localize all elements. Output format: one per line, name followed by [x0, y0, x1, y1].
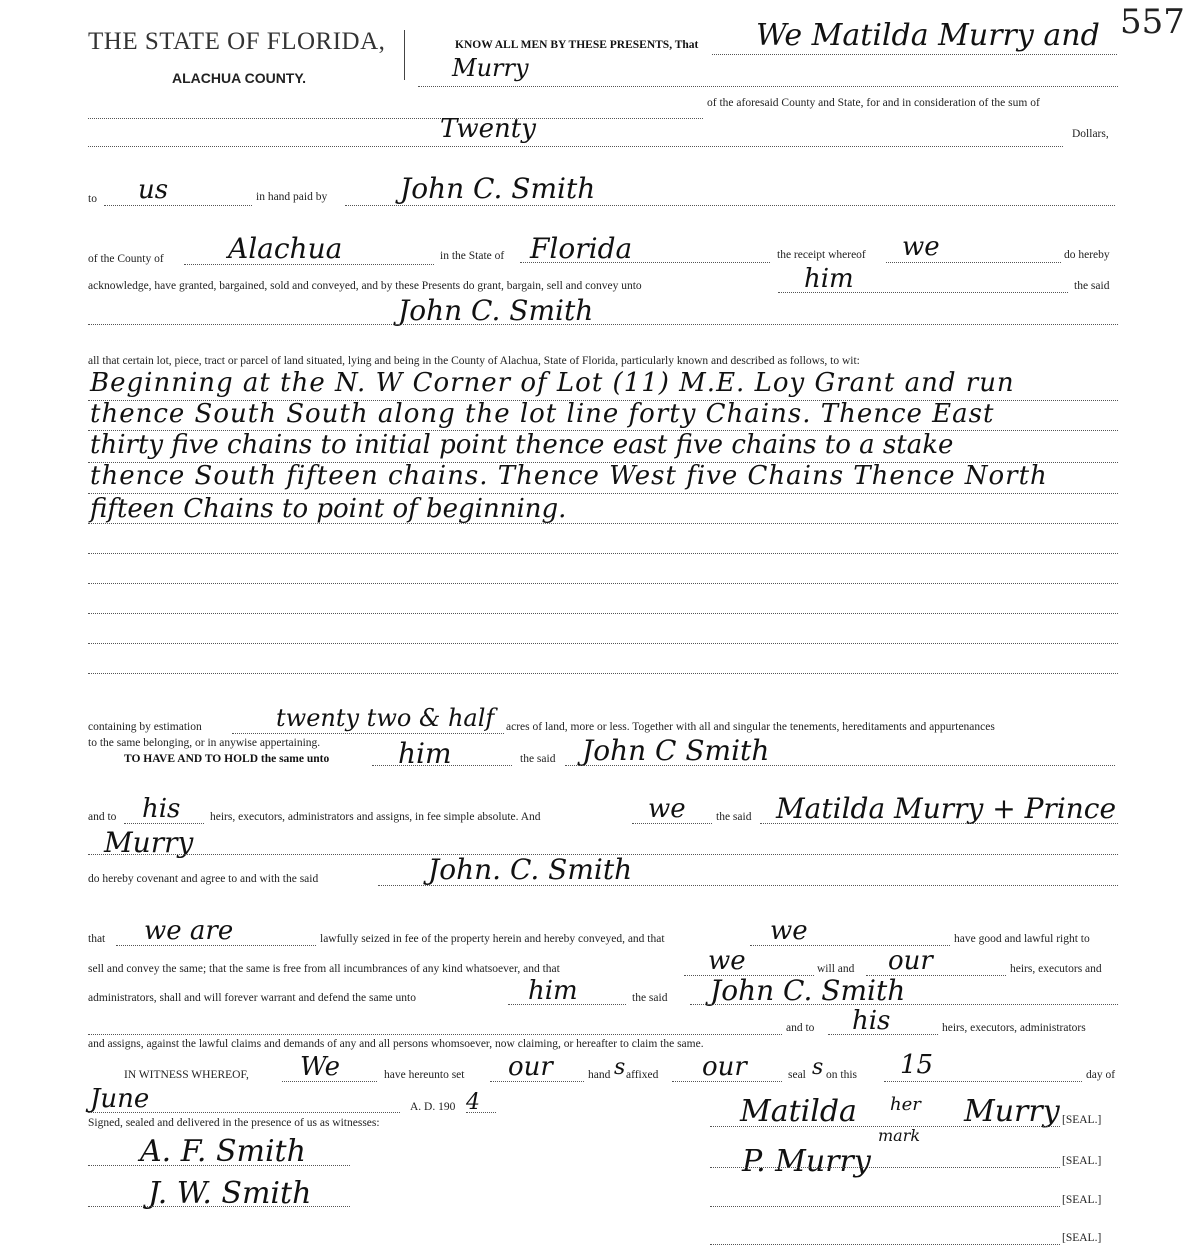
- hw-that-we-2: we: [708, 946, 746, 976]
- will-and-text: will and: [817, 963, 855, 975]
- heirs-exec-2-text: heirs, executors, administrators: [942, 1022, 1086, 1034]
- acres-text: acres of land, more or less. Together with all and singular the tenements, hereditaments and appurtenances: [506, 721, 995, 733]
- hw-grantee: John C. Smith: [398, 294, 594, 327]
- hw-seal-s: s: [812, 1055, 824, 1080]
- heirs-exec-text: heirs, executors and: [1010, 963, 1102, 975]
- desc-line-10: [88, 673, 1118, 674]
- dollars-text: Dollars,: [1072, 128, 1109, 140]
- assigns-text: and assigns, against the lawful claims and demands of any and all persons whomsoever, now claiming, or hereafter to claim the same.: [88, 1038, 704, 1050]
- know-all-men: KNOW ALL MEN BY THESE PRESENTS, That: [455, 39, 699, 51]
- hw-said-grantors: Matilda Murry + Prince: [776, 792, 1117, 825]
- line-affixed-our: [672, 1081, 782, 1082]
- line-said-smith: [690, 1004, 1118, 1005]
- line-to: [104, 205, 252, 206]
- line-hold-unto: [372, 765, 512, 766]
- and-to-2-text: and to: [786, 1022, 815, 1034]
- signed-text: Signed, sealed and delivered in the presence of us as witnesses:: [88, 1117, 380, 1129]
- line-unto-2: [508, 1004, 626, 1005]
- line-grantors-2: [418, 86, 1118, 87]
- hw-grantors-1: We Matilda Murry and: [756, 18, 1100, 53]
- hw-said-grantors-2: Murry: [104, 826, 194, 859]
- line-his-2: [828, 1034, 938, 1035]
- line-month: [88, 1112, 400, 1113]
- hw-our: our: [888, 946, 933, 976]
- witness-signature-2: J. W. Smith: [148, 1176, 312, 1211]
- hw-said-smith: John C. Smith: [710, 974, 906, 1007]
- line-grantee: [88, 324, 1118, 325]
- line-grantors-1: [712, 54, 1117, 55]
- line-sum: [88, 146, 1063, 147]
- grantor-signature-1-last: Murry: [964, 1094, 1060, 1129]
- line-set-our: [490, 1081, 584, 1082]
- lawfully-text: lawfully seized in fee of the property herein and hereby conveyed, and that: [320, 933, 665, 945]
- hw-his-2: his: [852, 1006, 891, 1036]
- receipt-text: the receipt whereof: [777, 249, 866, 261]
- acknowledge-text: acknowledge, have granted, bargained, sold and conveyed, and by these Presents do grant, bargain, sell and convey unto: [88, 280, 642, 292]
- line-sig-3: [710, 1206, 1060, 1207]
- line-hold-said: [565, 765, 1115, 766]
- of-county-text: of the County of: [88, 253, 164, 265]
- line-year: [466, 1112, 496, 1113]
- hw-acres: twenty two & half: [276, 704, 495, 732]
- desc-line-8: [88, 613, 1118, 614]
- all-that-text: all that certain lot, piece, tract or parcel of land situated, lying and being in the County of Alachua, State of Florida, particularly known and described as follows, to wit:: [88, 355, 860, 367]
- state-heading: THE STATE OF FLORIDA,: [88, 28, 386, 55]
- to-text: to: [88, 193, 97, 205]
- seal-1: [SEAL.]: [1062, 1114, 1102, 1126]
- hw-and-we: we: [648, 794, 686, 824]
- line-and-to-2-lead: [88, 1034, 782, 1035]
- hw-witness-we: We: [300, 1052, 340, 1082]
- hw-hand-s: s: [614, 1055, 626, 1080]
- hw-receipt-by: we: [902, 232, 940, 262]
- page-number: 557: [1120, 2, 1185, 42]
- good-right-text: have good and lawful right to: [954, 933, 1090, 945]
- hw-his: his: [142, 794, 181, 824]
- line-unto: [778, 292, 1068, 293]
- line-acres: [232, 733, 504, 734]
- line-aforesaid: [88, 118, 703, 119]
- line-we-are: [116, 945, 316, 946]
- hw-unto-2: him: [528, 976, 578, 1006]
- hw-paid-by: John C. Smith: [400, 172, 596, 205]
- grantor-signature-mark: mark: [878, 1126, 921, 1145]
- line-and-we: [632, 823, 712, 824]
- line-sig-2: [710, 1167, 1060, 1168]
- aforesaid-text: of the aforesaid County and State, for and in consideration of the sum of: [707, 97, 1040, 109]
- hw-unto: him: [804, 264, 854, 294]
- ad-text: A. D. 190: [410, 1101, 456, 1113]
- hw-covenant-with: John. C. Smith: [428, 853, 633, 886]
- containing-text: containing by estimation: [88, 721, 202, 733]
- desc-line-6: [88, 553, 1118, 554]
- hand-text: hand: [588, 1069, 611, 1081]
- heirs-text: heirs, executors, administrators and assigns, in fee simple absolute. And: [210, 811, 541, 823]
- hw-desc-3: thirty five chains to initial point thence east five chains to a stake: [90, 430, 954, 460]
- that-text: that: [88, 933, 106, 945]
- hw-hold-said: John C Smith: [582, 734, 770, 767]
- do-hereby-text: do hereby: [1064, 249, 1110, 261]
- hw-desc-5: fifteen Chains to point of beginning.: [90, 494, 567, 524]
- hw-year: 4: [466, 1090, 480, 1115]
- seal-3: [SEAL.]: [1062, 1194, 1102, 1206]
- line-witness-1: [88, 1165, 350, 1166]
- county-heading: ALACHUA COUNTY.: [172, 70, 307, 86]
- hw-that-we: we: [770, 916, 808, 946]
- covenant-text: do hereby covenant and agree to and with the said: [88, 873, 319, 885]
- line-said-grantors: [760, 823, 1118, 824]
- grantor-signature-her: her: [890, 1094, 921, 1115]
- desc-line-7: [88, 583, 1118, 584]
- witness-signature-1: A. F. Smith: [140, 1134, 306, 1169]
- hw-day: 15: [900, 1050, 934, 1080]
- hw-sum: Twenty: [440, 114, 536, 144]
- hw-to-whom: us: [138, 175, 169, 205]
- hw-state: Florida: [530, 232, 633, 265]
- header-brace: [404, 30, 405, 80]
- line-county: [184, 264, 434, 265]
- the-said-3-text: the said: [716, 811, 752, 823]
- belonging-text: to the same belonging, or in anywise appertaining.: [88, 737, 321, 749]
- seal-2: [SEAL.]: [1062, 1155, 1102, 1167]
- hw-desc-1: Beginning at the N. W Corner of Lot (11) M.E. Loy Grant and run: [90, 368, 1015, 398]
- line-sig-1: [710, 1126, 1060, 1127]
- hereunto-text: have hereunto set: [384, 1069, 465, 1081]
- on-this-text: on this: [826, 1069, 857, 1081]
- affixed-text: affixed: [626, 1069, 659, 1081]
- to-have-text: TO HAVE AND TO HOLD the same unto: [124, 753, 330, 765]
- line-witness-we: [282, 1081, 377, 1082]
- line-covenant: [378, 885, 1118, 886]
- in-state-text: in the State of: [440, 250, 505, 262]
- seal-4: [SEAL.]: [1062, 1232, 1102, 1244]
- desc-line-9: [88, 643, 1118, 644]
- line-day: [884, 1081, 1082, 1082]
- hw-affixed-our: our: [702, 1052, 747, 1082]
- line-witness-2: [88, 1206, 350, 1207]
- line-receipt: [886, 262, 1061, 263]
- sell-convey-text: sell and convey the same; that the same is free from all incumbrances of any kind whatsoever, and that: [88, 963, 560, 975]
- day-of-text: day of: [1086, 1069, 1116, 1081]
- and-to-text: and to: [88, 811, 117, 823]
- witness-text: IN WITNESS WHEREOF,: [124, 1069, 249, 1081]
- the-said-4-text: the said: [632, 992, 668, 1004]
- hw-set-our: our: [508, 1052, 553, 1082]
- line-state: [520, 262, 770, 263]
- in-hand-text: in hand paid by: [256, 191, 328, 203]
- seal-on-text: seal: [788, 1069, 806, 1081]
- grantor-signature-1: Matilda: [740, 1094, 857, 1129]
- grantor-signature-2: P. Murry: [742, 1144, 871, 1179]
- the-said-text: the said: [1074, 280, 1110, 292]
- hw-desc-4: thence South fifteen chains. Thence West five Chains Thence North: [90, 461, 1048, 491]
- hw-county: Alachua: [228, 232, 343, 265]
- hw-we-are: we are: [144, 916, 234, 946]
- hw-month: June: [90, 1084, 150, 1114]
- administrators-text: administrators, shall and will forever warrant and defend the same unto: [88, 992, 416, 1004]
- hw-desc-2: thence South South along the lot line forty Chains. Thence East: [90, 399, 995, 429]
- line-his: [124, 823, 204, 824]
- line-paid-by: [345, 205, 1115, 206]
- hw-hold-unto: him: [398, 737, 452, 770]
- hw-grantors-2: Murry: [452, 54, 529, 82]
- line-sig-4: [710, 1244, 1060, 1245]
- the-said-2-text: the said: [520, 753, 556, 765]
